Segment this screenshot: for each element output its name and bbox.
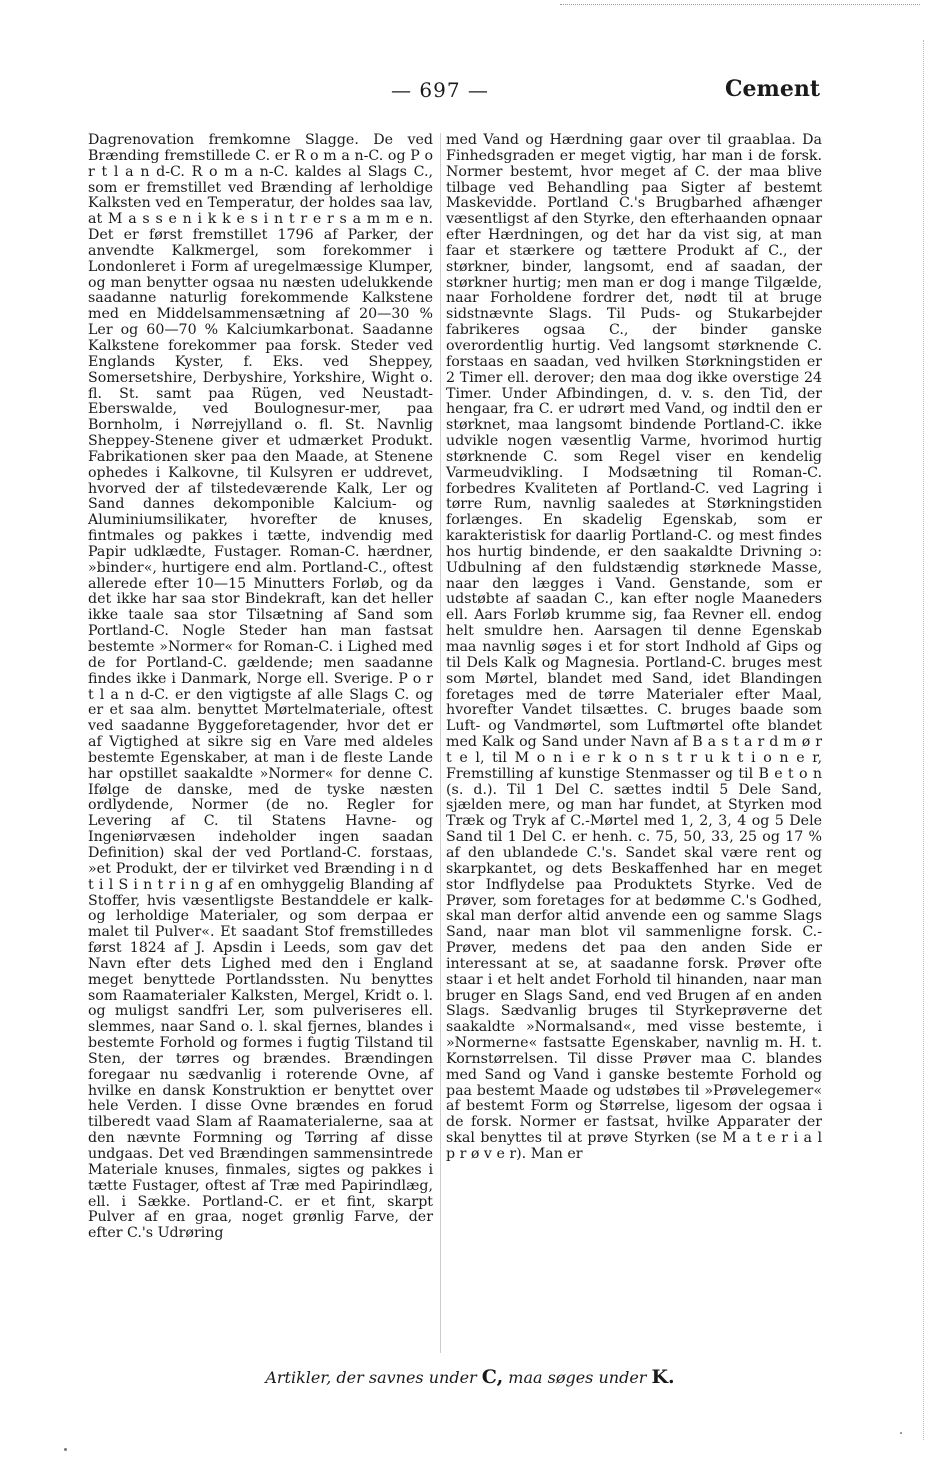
page-number: — 697 — [391, 78, 489, 102]
left-column [88, 133, 433, 1358]
left-column-text: Dagrenovation fremkomne Slagge. De ved Brænding fremstillede C. er R o m a n-C. og P o r t l a n d-C. R o m a n-C. kaldes al Slags C., som er fremstillet ved Brænding af lerholdige Kalksten ved en Temperatur, der holdes saa lav, at M a s s e n i k k e s i n t r e r s a m m e n. Det er først fremstillet 1796 af Parker, der anvendte Kalkmergel, som forekommer i Londonleret i Form af uregelmæssige Klumper, og man benytter ogsaa nu næsten udelukkende saadanne naturlig forekommende Kalkstene med en Middelsammensætning af 20—30 % Ler og 60—70 % Kalciumkarbonat. Saadanne Kalkstene forekommer paa forsk. Steder ved Englands Kyster, f. Eks. ved Sheppey, Somersetshire, Derbyshire, Yorkshire, Wight o. fl. St. samt paa Rügen, ved Neustadt-Eberswalde, ved Boulognesur-mer, paa Bornholm, i Nørrejylland o. fl. St. Navnlig Sheppey-Stenene giver et udmærket Produkt. Fabrikationen sker paa den Maade, at Stenene ophedes i Kalkovne, til Kulsyren er uddrevet, hvorved der af tilstedeværende Kalk, Ler og Sand dannes dekomponible Kalcium- og Aluminiumsilikater, hvorefter de knuses, fintmales og pakkes i tætte, indvendig med Papir udklædte, Fustager. Roman-C. hærdner, »binder«, hurtigere end alm. Portland-C., oftest allerede efter 10—15 Minutters Forløb, og da det ikke har saa stor Bindekraft, kan det heller ikke taale saa stor Tilsætning af Sand som Portland-C. Nogle Steder han man fastsat bestemte »Normer« for Roman-C. i Lighed med de for Portland-C. gældende; men saadanne findes ikke i Danmark, Norge ell. Sverige. P o r t l a n d-C. er den vigtigste af alle Slags C. og er et saa alm. benyttet Mørtelmateriale, oftest ved saadanne Byggeforetagender, hvor det er af Vigtighed at sikre sig en Vare med aldeles bestemte Egenskaber, at man i de fleste Lande har opstillet saakaldte »Normer« for denne C. Ifølge de danske, med de tyske næsten ordlydende, Normer (de no. Regler for Levering af C. til Statens Havne- og Ingeniørvæsen indeholder ingen saadan Definition) skal der ved Portland-C. forstaas, »et Produkt, der er tilvirket ved Brænding i n d t i l S i n t r i n g af en omhyggelig Blanding af Stoffer, hvis væsentligste Bestanddele er kalk- og lerholdige Materialer, og som derpaa er malet til Pulver«. Et saadant Stof fremstilledes først 1824 af J. Apsdin i Leeds, som gav det Navn efter dets Lighed med den i England meget benyttede Portlandssten. Nu benyttes som Raamaterialer Kalksten, Mergel, Kridt o. l. og muligst sandfri Ler, som pulveriseres ell. slemmes, naar Sand o. l. skal fjernes, blandes i bestemte Forhold og formes i fugtig Tilstand til Sten, der tørres og brændes. Brændingen foregaar nu sædvanlig i roterende Ovne, af hvilke en dansk Konstruktion er benyttet over hele Verden. I disse Ovne brændes en forud tilberedt vaad Slam af Raamaterialerne, saa at den nævnte Formning og Tørring af disse undgaas. Det ved Brændingen sammensintrede Materiale knuses, finmales, sigtes og pakkes i tætte Fustager, oftest af Træ med Papirindlæg, ell. i Sække. Portland-C. er et fint, skarpt Pulver af en graa, noget grønlig Farve, der efter C.'s Udrøring [88, 132, 433, 1242]
footer-note [150, 1366, 790, 1388]
running-head-title: Cement [725, 76, 820, 102]
right-column [446, 133, 822, 1358]
column-divider [440, 133, 441, 1353]
scan-speck [900, 1432, 902, 1434]
scan-speck [64, 1448, 67, 1451]
footer-text-middle: maa søges under [503, 1368, 652, 1387]
footer-letter-k: K. [651, 1366, 675, 1388]
right-column-text: med Vand og Hærdning gaar over til graablaa. Da Finhedsgraden er meget vigtig, har man i de forsk. Normer bestemt, hvor meget af C. der maa blive tilbage ved Behandling paa Sigter af bestemt Maskevidde. Portland C.'s Brugbarhed afhænger væsentligst af den Styrke, den efterhaanden opnaar efter Hærdningen, og det har da vist sig, at man faar et stærkere og tættere Produkt af C., der størkner, binder, langsomt, end af saadan, der størkner hurtig; men man er dog i mange Tilgælde, naar Forholdene fordrer det, nødt til at bruge sidstnævnte Slags. Til Puds- og Stukarbejder fabrikeres ogsaa C., der binder ganske overordentlig hurtig. Ved langsomt størknende C. forstaas en saadan, ved hvilken Størkningstiden er 2 Timer ell. derover; den maa dog ikke overstige 24 Timer. Under Afbindingen, d. v. s. den Tid, der hengaar, fra C. er udrørt med Vand, og indtil den er størknet, maa langsomt bindende Portland-C. ikke udvikle nogen væsentlig Varme, hvorimod hurtig størknende C. som Regel viser en kendelig Varmeudvikling. I Modsætning til Roman-C. forbedres Kvaliteten af Portland-C. ved Lagring i tørre Rum, navnlig saaledes at Størkningstiden forlænges. En skadelig Egenskab, som er karakteristisk for daarlig Portland-C. og mest findes hos hurtig bindende, er den saakaldte Drivning ɔ: Udbulning af den fuldstændig størknede Masse, naar den lægges i Vand. Genstande, som er udstøbte af saadan C., kan efter nogle Maaneders ell. Aars Forløb krumme sig, faa Revner ell. endog helt smuldre hen. Aarsagen til denne Egenskab maa navnlig søges i et for stort Indhold af Gips og til Dels Kalk og Magnesia. Portland-C. bruges mest som Mørtel, blandet med Sand, idet Blandingen foretages med de tørre Materialer efter Maal, hvorefter Vandet tilsættes. C. bruges baade som Luft- og Vandmørtel, som Luftmørtel ofte blandet med Kalk og Sand under Navn af B a s t a r d m ø r t e l, til M o n i e r k o n s t r u k t i o n e r, Fremstilling af kunstige Stenmasser og til B e t o n (s. d.). Til 1 Del C. sættes indtil 5 Dele Sand, sjælden mere, og man har fundet, at Styrken mod Træk og Tryk af C.-Mørtel med 1, 2, 3, 4 og 5 Dele Sand til 1 Del C. er henh. c. 75, 50, 33, 25 og 17 % af den ublandede C.'s. Sandet skal være rent og skarpkantet, og dets Beskaffenhed har en meget stor Indflydelse paa Produktets Styrke. Ved de Prøver, som foretages for at bedømme C.'s Godhed, skal man derfor altid anvende een og samme Slags Sand, naar man blot vil sammenligne forsk. C.-Prøver, medens det paa den anden Side er interessant at se, at saadanne forsk. Prøver ofte staar i et helt andet Forhold til hinanden, naar man bruger en Slags Sand, end ved Brugen af en anden Slags. Sædvanlig bruges til Styrkeprøverne det saakaldte »Normalsand«, med visse bestemte, i »Normerne« fastsatte Egenskaber, navnlig m. H. t. Kornstørrelsen. Til disse Prøver maa C. blandes med Sand og Vand i ganske bestemte Forhold og paa bestemt Maade og udstøbes til »Prøvelegemer« af bestemt Form og Størrelse, ligesom der ogsaa i de forsk. Normer er fastsat, hvilke Apparater der skal benyttes til at prøve Styrken (se M a t e r i a l p r ø v e r). Man er [446, 132, 822, 1162]
footer-text-before: Artikler, der savnes under [265, 1368, 482, 1387]
footer-letter-c: C, [481, 1366, 504, 1388]
top-dotted-rule [560, 4, 920, 5]
right-page-edge [923, 40, 924, 1440]
